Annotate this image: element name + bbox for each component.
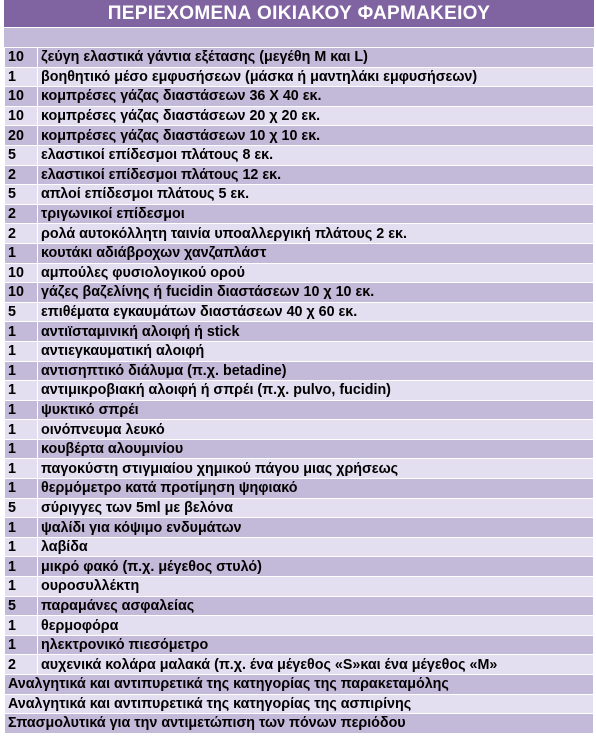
sheet-title: ΠΕΡΙΕΧΟΜΕΝΑ ΟΙΚΙΑΚΟΥ ΦΑΡΜΑΚΕΙΟΥ xyxy=(4,0,594,27)
table-row xyxy=(5,400,594,420)
item-description: αυχενικά κολάρα μαλακά (π.χ. ένα μέγεθος «S»και ένα μέγεθος «Μ» xyxy=(38,655,594,675)
item-quantity: 10 xyxy=(5,263,38,283)
item-quantity: 10 xyxy=(5,283,38,303)
item-quantity: 1 xyxy=(5,322,38,342)
table-row xyxy=(5,67,594,87)
table-row xyxy=(5,106,594,126)
item-description: αντισηπτικό διάλυμα (π.χ. betadine) xyxy=(38,361,594,381)
table-row xyxy=(5,87,594,107)
item-quantity: 1 xyxy=(5,439,38,459)
item-description: απλοί επίδεσμοι πλάτους 5 εκ. xyxy=(38,185,594,205)
item-quantity: 5 xyxy=(5,302,38,322)
item-quantity: 1 xyxy=(5,459,38,479)
item-description: τριγωνικοί επίδεσμοι xyxy=(38,204,594,224)
item-description: αντιϊσταμινική αλοιφή ή stick xyxy=(38,322,594,342)
item-description: κομπρέσες γάζας διαστάσεων 10 χ 10 εκ. xyxy=(38,126,594,146)
item-description: κουβέρτα αλουμινίου xyxy=(38,439,594,459)
item-quantity: 5 xyxy=(5,145,38,165)
table-row xyxy=(5,518,594,538)
item-description: παγοκύστη στιγμιαίου χημικού πάγου μιας χρήσεως xyxy=(38,459,594,479)
item-quantity: 1 xyxy=(5,537,38,557)
item-description: παραμάνες ασφαλείας xyxy=(38,596,594,616)
table-row xyxy=(5,361,594,381)
item-description: σύριγγες των 5ml με βελόνα xyxy=(38,498,594,518)
item-description: κουτάκι αδιάβροχων χανζαπλάστ xyxy=(38,243,594,263)
item-quantity: 1 xyxy=(5,361,38,381)
item-quantity: 5 xyxy=(5,185,38,205)
item-quantity: 10 xyxy=(5,48,38,68)
table-row xyxy=(5,635,594,655)
item-quantity: 1 xyxy=(5,420,38,440)
table-row xyxy=(5,498,594,518)
item-description: ηλεκτρονικό πιεσόμετρο xyxy=(38,635,594,655)
item-description: επιθέματα εγκαυμάτων διαστάσεων 40 χ 60 εκ. xyxy=(38,302,594,322)
items-table xyxy=(4,47,594,734)
item-description: αντιεγκαυματική αλοιφή xyxy=(38,341,594,361)
item-description: γάζες βαζελίνης ή fucidin διαστάσεων 10 χ 10 εκ. xyxy=(38,283,594,303)
item-description: ελαστικοί επίδεσμοι πλάτους 8 εκ. xyxy=(38,145,594,165)
item-quantity: 5 xyxy=(5,596,38,616)
first-aid-kit-sheet xyxy=(4,0,594,734)
item-description: ρολά αυτοκόλλητη ταινία υποαλλεργική πλάτους 2 εκ. xyxy=(38,224,594,244)
item-quantity: 1 xyxy=(5,518,38,538)
item-description: βοηθητικό μέσο εμφυσήσεων (μάσκα ή μαντηλάκι εμφυσήσεων) xyxy=(38,67,594,87)
item-quantity: 1 xyxy=(5,67,38,87)
item-quantity: 1 xyxy=(5,557,38,577)
item-quantity: 1 xyxy=(5,400,38,420)
table-row xyxy=(5,126,594,146)
table-row xyxy=(5,577,594,597)
table-row xyxy=(5,381,594,401)
item-quantity: 1 xyxy=(5,381,38,401)
table-row xyxy=(5,185,594,205)
item-description: ψυκτικό σπρέι xyxy=(38,400,594,420)
item-quantity: 1 xyxy=(5,635,38,655)
item-quantity: 20 xyxy=(5,126,38,146)
table-row xyxy=(5,459,594,479)
item-quantity: 2 xyxy=(5,655,38,675)
item-description: κομπρέσες γάζας διαστάσεων 36 Χ 40 εκ. xyxy=(38,87,594,107)
table-row xyxy=(5,694,594,714)
table-row xyxy=(5,48,594,68)
item-description: λαβίδα xyxy=(38,537,594,557)
items-table-body xyxy=(5,48,594,734)
item-quantity: 1 xyxy=(5,616,38,636)
item-quantity: 10 xyxy=(5,106,38,126)
medication-category: Σπασμολυτικά για την αντιμετώπιση των πόνων περιόδου xyxy=(5,714,594,734)
table-row xyxy=(5,479,594,499)
table-row xyxy=(5,616,594,636)
item-description: κομπρέσες γάζας διαστάσεων 20 χ 20 εκ. xyxy=(38,106,594,126)
table-row xyxy=(5,145,594,165)
item-description: ψαλίδι για κόψιμο ενδυμάτων xyxy=(38,518,594,538)
item-quantity: 2 xyxy=(5,224,38,244)
table-row xyxy=(5,439,594,459)
item-description: αμπούλες φυσιολογικού ορού xyxy=(38,263,594,283)
table-row xyxy=(5,322,594,342)
table-row xyxy=(5,655,594,675)
item-quantity: 10 xyxy=(5,87,38,107)
item-quantity: 1 xyxy=(5,479,38,499)
item-description: ουροσυλλέκτη xyxy=(38,577,594,597)
table-row xyxy=(5,675,594,695)
table-row xyxy=(5,341,594,361)
table-row xyxy=(5,263,594,283)
item-quantity: 2 xyxy=(5,204,38,224)
table-row xyxy=(5,714,594,734)
medication-category: Αναλγητικά και αντιπυρετικά της κατηγορίας της ασπιρίνης xyxy=(5,694,594,714)
table-row xyxy=(5,302,594,322)
item-description: οινόπνευμα λευκό xyxy=(38,420,594,440)
table-row xyxy=(5,165,594,185)
item-description: μικρό φακό (π.χ. μέγεθος στυλό) xyxy=(38,557,594,577)
item-description: ελαστικοί επίδεσμοι πλάτους 12 εκ. xyxy=(38,165,594,185)
item-quantity: 1 xyxy=(5,243,38,263)
table-row xyxy=(5,224,594,244)
item-quantity: 1 xyxy=(5,341,38,361)
item-description: αντιμικροβιακή αλοιφή ή σπρέι (π.χ. pulvo, fucidin) xyxy=(38,381,594,401)
table-row xyxy=(5,537,594,557)
table-row xyxy=(5,420,594,440)
medication-category: Αναλγητικά και αντιπυρετικά της κατηγορίας της παρακεταμόλης xyxy=(5,675,594,695)
empty-row xyxy=(4,27,594,47)
table-row xyxy=(5,204,594,224)
item-quantity: 5 xyxy=(5,498,38,518)
table-row xyxy=(5,283,594,303)
table-row xyxy=(5,243,594,263)
table-row xyxy=(5,557,594,577)
item-quantity: 2 xyxy=(5,165,38,185)
item-description: θερμόμετρο κατά προτίμηση ψηφιακό xyxy=(38,479,594,499)
item-description: θερμοφόρα xyxy=(38,616,594,636)
item-quantity: 1 xyxy=(5,577,38,597)
table-row xyxy=(5,596,594,616)
item-description: ζεύγη ελαστικά γάντια εξέτασης (μεγέθη M και L) xyxy=(38,48,594,68)
